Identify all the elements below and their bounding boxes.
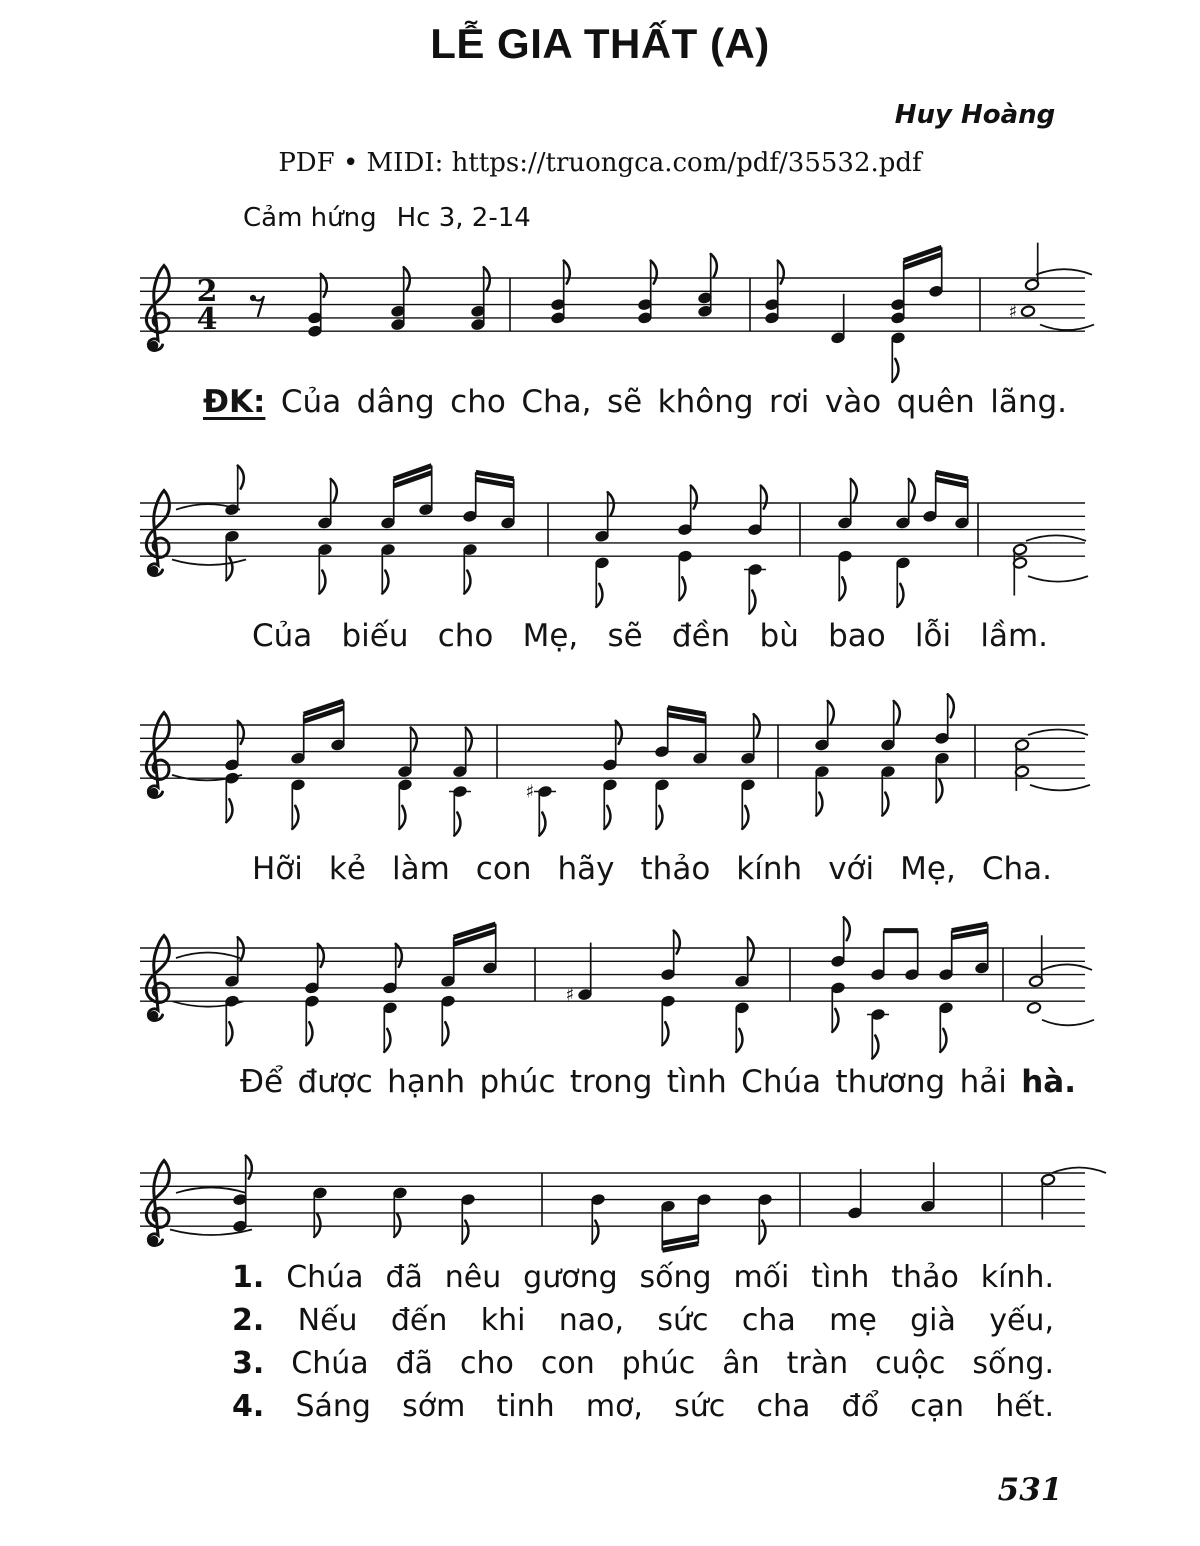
verse-number-2: 2.: [232, 1303, 265, 1338]
svg-text:4: 4: [196, 302, 218, 337]
verse-line-1: [232, 1256, 1054, 1299]
verse-text-4: Sáng sớm tinh mơ, sức cha đổ cạn hết.: [295, 1389, 1054, 1424]
refrain-line-1: [203, 382, 1067, 422]
verse-number-1: 1.: [232, 1260, 265, 1295]
staff-4: [140, 917, 1094, 1058]
treble-clef-icon: [146, 713, 169, 798]
refrain-line-4: [240, 1062, 1076, 1102]
composer-name: Huy Hoàng: [894, 100, 1056, 130]
verse-text-3: Chúa đã cho con phúc ân tràn cuộc sống.: [291, 1346, 1054, 1381]
verse-number-4: 4.: [232, 1389, 265, 1424]
inspiration-label: Cảm hứng: [243, 203, 377, 233]
verses-block: [232, 1256, 1054, 1428]
refrain-label: ĐK:: [203, 384, 266, 420]
refrain-line-2: [252, 616, 1048, 656]
refrain-text-1: Của dâng cho Cha, sẽ không rơi vào quên lãng.: [280, 384, 1068, 420]
treble-clef-icon: [146, 1161, 169, 1246]
refrain-text-4-bold: hà.: [1021, 1064, 1076, 1100]
verse-line-4: [232, 1385, 1054, 1428]
inspiration-note: [243, 203, 551, 233]
staff-5: [140, 1156, 1106, 1251]
refrain-text-3: Hỡi kẻ làm con hãy thảo kính với Mẹ, Cha.: [252, 851, 1052, 887]
verse-number-3: 3.: [232, 1346, 265, 1381]
svg-text:♯: ♯: [565, 984, 575, 1006]
page-number: 531: [997, 1472, 1063, 1508]
verse-line-3: [232, 1342, 1054, 1385]
staff-1: [140, 243, 1094, 382]
svg-text:2: 2: [196, 274, 218, 309]
page-title: LỄ GIA THẤT (A): [430, 20, 770, 67]
svg-text:♯: ♯: [525, 781, 535, 803]
pdf-midi-link: PDF • MIDI: https://truongca.com/pdf/35532.pdf: [278, 148, 922, 178]
verse-line-2: [232, 1299, 1054, 1342]
verse-text-2: Nếu đến khi nao, sức cha mẹ già yếu,: [297, 1303, 1054, 1338]
staff-2: [140, 466, 1088, 614]
refrain-line-3: [252, 849, 1052, 889]
staff-3: [140, 694, 1090, 835]
refrain-text-4: Để được hạnh phúc trong tình Chúa thương hải: [240, 1064, 1007, 1100]
svg-text:♯: ♯: [1008, 301, 1018, 323]
treble-clef-icon: [146, 936, 169, 1021]
treble-clef-icon: [146, 266, 169, 351]
inspiration-reference: Hc 3, 2-14: [396, 203, 531, 233]
refrain-text-2: Của biếu cho Mẹ, sẽ đền bù bao lỗi lầm.: [252, 618, 1048, 654]
verse-text-1: Chúa đã nêu gương sống mối tình thảo kính.: [286, 1260, 1054, 1295]
treble-clef-icon: [146, 491, 169, 576]
